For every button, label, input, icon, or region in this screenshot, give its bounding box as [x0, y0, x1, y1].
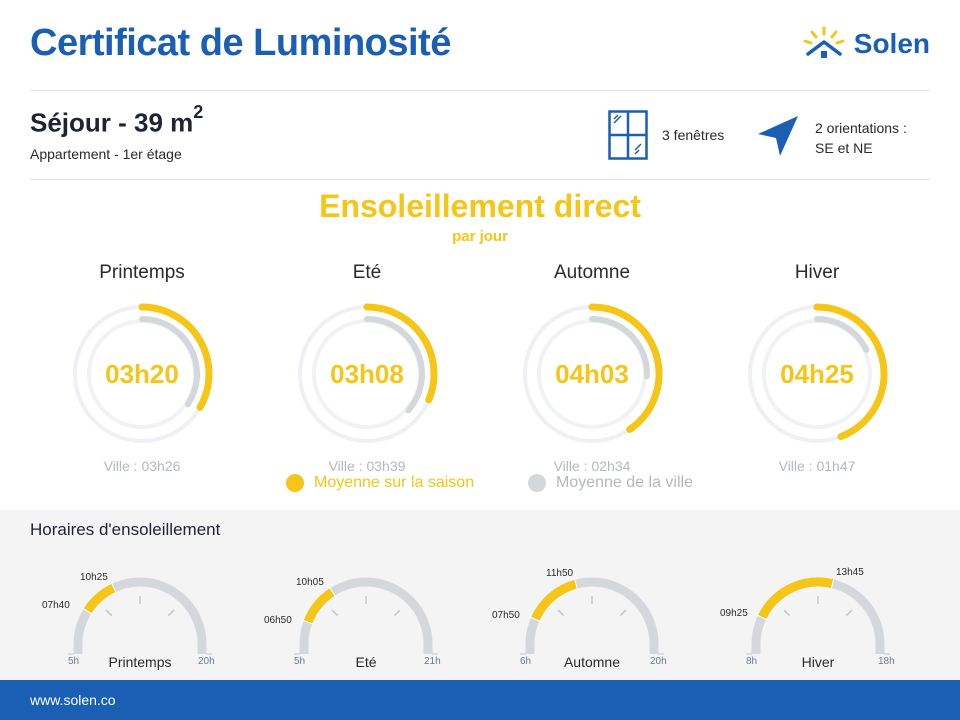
- gauge-track: [756, 582, 880, 654]
- sunshine-ring: [70, 302, 214, 446]
- gauge-season-name: Automne: [563, 654, 621, 670]
- gauge-tick: [846, 610, 852, 616]
- gauge-track: [304, 582, 428, 654]
- orientations: 2 orientations : SE et NE: [815, 120, 907, 156]
- city-average: Ville : 02h34: [553, 458, 631, 474]
- hours-title: Horaires d'ensoleillement: [30, 520, 221, 539]
- gauge-min: 6h: [520, 656, 532, 667]
- sunshine-ring: [295, 302, 439, 446]
- sunshine-hours-arc: [308, 592, 332, 622]
- city-average: Ville : 03h39: [328, 458, 406, 474]
- legend-label: Moyenne sur la saison: [314, 474, 475, 491]
- windows-count: 3 fenêtres: [662, 127, 725, 143]
- gauge-season-name: Hiver: [801, 654, 835, 670]
- gauge-end: 10h25: [80, 572, 108, 583]
- gauge-max: 18h: [878, 656, 895, 667]
- divider: [30, 179, 930, 180]
- sunshine-hours-arc: [762, 582, 832, 617]
- room-subtitle: Appartement - 1er étage: [30, 146, 182, 162]
- room-title: Séjour - 39 $m^2$: [30, 102, 204, 138]
- section-subtitle: par jour: [452, 228, 508, 245]
- gauge-min: 8h: [746, 656, 758, 667]
- sunshine-hours-arc: [87, 588, 113, 611]
- hours-gauge-hiver: [718, 560, 918, 675]
- season-card-automne: [512, 262, 672, 474]
- gauge-max: 20h: [650, 656, 667, 667]
- season-name: Automne: [553, 262, 631, 283]
- legend-dot-grey: [528, 474, 546, 492]
- gauge-start: 07h40: [42, 600, 70, 611]
- gauge-tick: [620, 610, 626, 616]
- gauge-end: 13h45: [836, 567, 864, 578]
- brand-logo: [802, 26, 930, 62]
- gauge-tick: [168, 610, 174, 616]
- sunshine-value: 03h20: [105, 359, 179, 389]
- sunshine-value: 04h25: [780, 359, 854, 389]
- gauge-max: 21h: [424, 656, 441, 667]
- sunshine-value: 04h03: [555, 359, 629, 389]
- gauge-track: [78, 582, 202, 654]
- gauge-tick: [784, 610, 790, 616]
- gauge-tick: [394, 610, 400, 616]
- gauge-max: 20h: [198, 656, 215, 667]
- city-average: Ville : 03h26: [103, 458, 181, 474]
- gauge-start: 06h50: [264, 615, 292, 626]
- gauge-end: 11h50: [546, 568, 574, 579]
- legend-dot-yellow: [286, 474, 304, 492]
- season-card-ete: [287, 262, 447, 474]
- navigation-arrow-icon: [756, 114, 800, 158]
- page-title: Certificat de Luminosité: [30, 22, 451, 64]
- brand-name: Solen: [853, 28, 930, 59]
- gauge-end: 10h05: [296, 577, 324, 588]
- legend-season: [286, 474, 474, 492]
- city-average: Ville : 01h47: [778, 458, 856, 474]
- gauge-tick: [332, 610, 338, 616]
- gauge-tick: [558, 610, 564, 616]
- season-name: Printemps: [99, 262, 185, 283]
- sunshine-ring: [520, 302, 664, 446]
- sunshine-hours-arc: [535, 584, 576, 619]
- website-link[interactable]: www.solen.co: [30, 692, 116, 708]
- gauge-season-name: Printemps: [108, 654, 172, 670]
- sunshine-value: 03h08: [330, 359, 404, 389]
- footer: [0, 680, 960, 720]
- hours-gauge-printemps: [40, 560, 240, 675]
- hours-gauge-automne: [492, 560, 692, 675]
- sunshine-ring: [745, 302, 889, 446]
- season-card-hiver: [737, 262, 897, 474]
- hours-gauge-ete: [266, 560, 466, 675]
- gauge-track: [530, 582, 654, 654]
- season-name: Eté: [352, 262, 382, 283]
- area-exponent: 2: [193, 102, 204, 122]
- sun-house-icon: [802, 26, 846, 62]
- season-card-printemps: [62, 262, 222, 474]
- gauge-start: 07h50: [492, 610, 520, 621]
- legend-label: Moyenne de la ville: [556, 474, 693, 491]
- legend-city: [528, 474, 693, 492]
- gauge-min: 5h: [294, 656, 306, 667]
- season-name: Hiver: [794, 262, 840, 283]
- gauge-min: 5h: [68, 656, 80, 667]
- gauge-tick: [106, 610, 112, 616]
- window-icon: [608, 110, 648, 160]
- section-title: Ensoleillement direct: [319, 188, 641, 224]
- gauge-start: 09h25: [720, 608, 748, 619]
- divider: [30, 90, 930, 91]
- gauge-season-name: Eté: [355, 654, 377, 670]
